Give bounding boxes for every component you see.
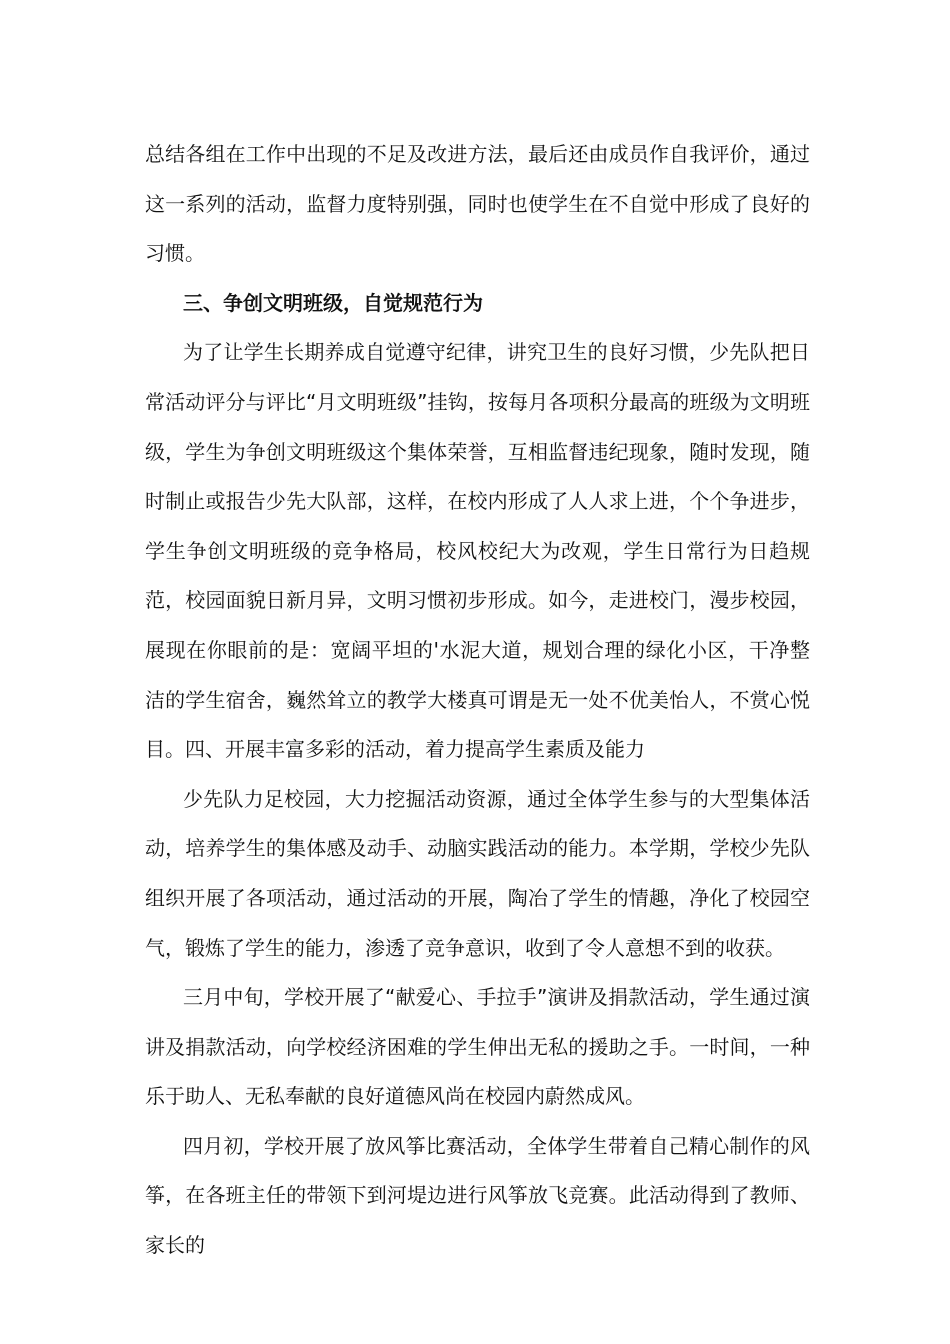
document-body [145, 130, 810, 1271]
paragraph: 少先队力足校园，大力挖掘活动资源，通过全体学生参与的大型集体活动，培养学生的集体感及动手、动脑实践活动的能力。本学期，学校少先队组织开展了各项活动，通过活动的开展，陶冶了学生的情趣，净化了校园空气，锻炼了学生的能力，渗透了竞争意识，收到了令人意想不到的收获。 [145, 786, 810, 960]
section-heading: 三、争创文明班级，自觉规范行为 [183, 290, 483, 315]
paragraph: 为了让学生长期养成自觉遵守纪律，讲究卫生的良好习惯，少先队把日常活动评分与评比“月文明班级”挂钩，按每月各项积分最高的班级为文明班级，学生为争创文明班级这个集体荣誉，互相监督违纪现象，随时发现，随时制止或报告少先大队部，这样，在校内形成了人人求上进，个个争进步，学生争创文明班级的竞争格局，校风校纪大为改观，学生日常行为日趋规范，校园面貌日新月异，文明习惯初步形成。如今，走进校门，漫步校园，展现在你眼前的是：宽阔平坦的'水泥大道，规划合理的绿化小区，干净整洁的学生宿舍，巍然耸立的教学大楼真可谓是无一处不优美怡人，不赏心悦目。四、开展丰富多彩的活动，着力提高学生素质及能力 [145, 340, 810, 762]
paragraph: 三月中旬，学校开展了“献爱心、手拉手”演讲及捐款活动，学生通过演讲及捐款活动，向学校经济困难的学生伸出无私的援助之手。一时间，一种乐于助人、无私奉献的良好道德风尚在校园内蔚然成风。 [145, 985, 810, 1109]
paragraph-continuation: 总结各组在工作中出现的不足及改进方法，最后还由成员作自我评价，通过这一系列的活动，监督力度特别强，同时也使学生在不自觉中形成了良好的习惯。 [145, 142, 810, 266]
paragraph: 四月初，学校开展了放风筝比赛活动，全体学生带着自己精心制作的风筝，在各班主任的带领下到河堤边进行风筝放飞竞赛。此活动得到了教师、家长的 [145, 1133, 810, 1258]
